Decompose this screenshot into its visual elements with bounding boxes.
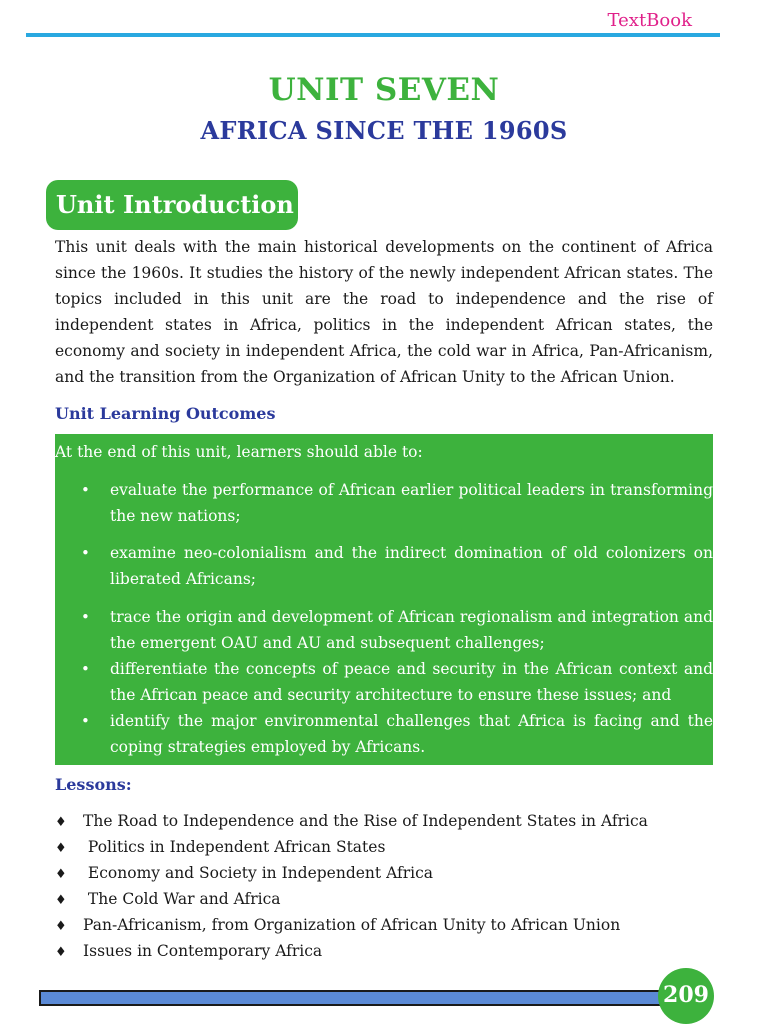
unit-title: AFRICA SINCE THE 1960S — [200, 116, 568, 145]
lesson-item — [55, 938, 715, 966]
bullet-icon: • — [81, 544, 90, 562]
learning-outcome-item — [81, 540, 713, 592]
lesson-item — [55, 886, 715, 914]
learning-outcome-text: trace the origin and development of African regionalism and integration and the emergent OAU and AU and subsequent challenges; — [110, 608, 713, 652]
learning-outcomes-box — [55, 434, 713, 765]
bullet-icon: • — [81, 712, 90, 730]
bullet-icon: • — [81, 481, 90, 499]
learning-outcome-text: identify the major environmental challenges that Africa is facing and the coping strategies employed by Africans. — [110, 712, 713, 756]
learning-outcome-item — [81, 477, 713, 529]
learning-outcome-text: examine neo-colonialism and the indirect domination of old colonizers on liberated Africans; — [110, 544, 713, 588]
unit-introduction-text: This unit deals with the main historical developments on the continent of Africa since the 1960s. It studies the history of the newly independent African states. The topics included in this unit are the road to independence and the rise of independent states in Africa, politics in the independent African states, the economy and society in independent Africa, the cold war in Africa, Pan-Africanism, and the transition from the Organization of African Unity to the African Union. — [55, 238, 713, 386]
bullet-icon: • — [81, 608, 90, 626]
lesson-text: The Road to Independence and the Rise of Independent States in Africa — [83, 812, 648, 830]
learning-outcome-text: evaluate the performance of African earlier political leaders in transforming the new nations; — [110, 481, 713, 525]
learning-outcomes-lead: At the end of this unit, learners should able to: — [55, 443, 423, 461]
diamond-bullet-icon: ♦ — [55, 841, 67, 856]
learning-outcome-item — [81, 656, 713, 708]
lesson-item — [55, 860, 715, 888]
learning-outcomes-heading: Unit Learning Outcomes — [55, 404, 276, 423]
learning-outcome-item — [81, 708, 713, 760]
learning-outcome-text: differentiate the concepts of peace and security in the African context and the African peace and security architecture to ensure these issues; and — [110, 660, 713, 704]
diamond-bullet-icon: ♦ — [55, 867, 67, 882]
learning-outcome-item — [81, 604, 713, 656]
lessons-heading: Lessons: — [55, 775, 132, 794]
bullet-icon: • — [81, 660, 90, 678]
diamond-bullet-icon: ♦ — [55, 919, 67, 934]
unit-number: UNIT SEVEN — [268, 72, 500, 108]
diamond-bullet-icon: ♦ — [55, 893, 67, 908]
lesson-item — [55, 808, 715, 836]
page-number: 209 — [663, 982, 709, 1008]
footer-bar — [39, 990, 667, 1006]
lesson-text: Issues in Contemporary Africa — [83, 942, 323, 960]
lesson-text: The Cold War and Africa — [83, 890, 281, 908]
lesson-text: Economy and Society in Independent Africa — [83, 864, 434, 882]
lesson-item — [55, 912, 715, 940]
diamond-bullet-icon: ♦ — [55, 945, 67, 960]
unit-introduction-heading: Unit Introduction — [56, 190, 294, 219]
diamond-bullet-icon: ♦ — [55, 815, 67, 830]
header-rule — [26, 33, 720, 37]
lesson-text: Politics in Independent African States — [83, 838, 386, 856]
header-label: TextBook — [607, 10, 692, 31]
lesson-text: Pan-Africanism, from Organization of African Unity to African Union — [83, 916, 621, 934]
lesson-item — [55, 834, 715, 862]
